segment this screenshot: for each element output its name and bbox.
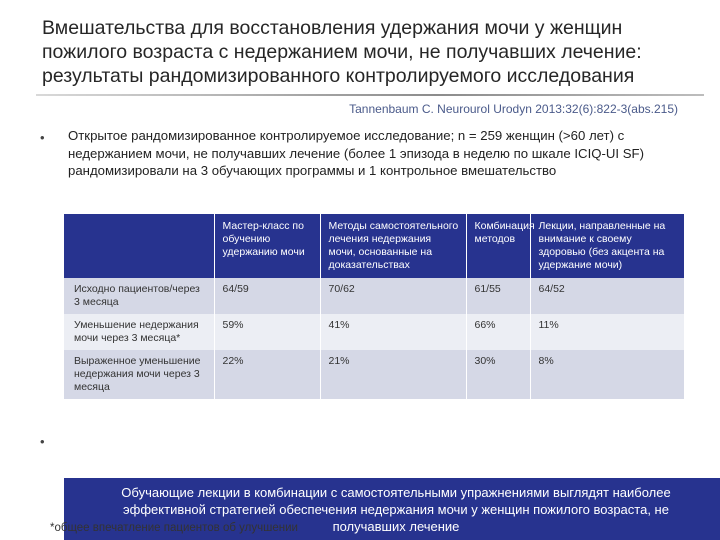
study-description: Открытое рандомизированное контролируемое исследование; n = 259 женщин (>60 лет) с недержанием мочи, не получавших лечение (более 1 эпизода в неделю по шкале ICIQ-UI SF) рандомизировали на 3 обучающих программы и 1 контрольное вмешательство — [68, 128, 644, 178]
row-label: Исходно пациентов/через 3 месяца — [64, 278, 214, 314]
table-cell: 61/55 — [466, 278, 530, 314]
table-cell: 22% — [214, 350, 320, 399]
table-cell: 11% — [530, 314, 684, 350]
table-row — [64, 278, 684, 314]
title-divider — [36, 94, 704, 96]
row-label: Выраженное уменьшение недержания мочи через 3 месяца — [64, 350, 214, 399]
table-cell: 66% — [466, 314, 530, 350]
column-header-lectures: Лекции, направленные на внимание к своему здоровью (без акцента на удержание мочи) — [530, 214, 684, 278]
table-cell: 59% — [214, 314, 320, 350]
table-cell: 41% — [320, 314, 466, 350]
table-cell: 70/62 — [320, 278, 466, 314]
table-cell: 64/52 — [530, 278, 684, 314]
column-header-combination: Комбинация методов — [466, 214, 530, 278]
table-row — [64, 350, 684, 399]
row-label: Уменьшение недержания мочи через 3 месяца* — [64, 314, 214, 350]
table-cell: 21% — [320, 350, 466, 399]
footnote: *общее впечатление пациентов об улучшении — [50, 522, 298, 534]
column-header-workshop: Мастер-класс по обучению удержанию мочи — [214, 214, 320, 278]
citation: Tannenbaum C. Neurourol Urodyn 2013:32(6):822-3(abs.215) — [349, 102, 678, 116]
table-corner-cell — [64, 214, 214, 278]
table-cell: 30% — [466, 350, 530, 399]
table-row — [64, 314, 684, 350]
slide-title: Вмешательства для восстановления удержания мочи у женщин пожилого возраста с недержанием мочи, не получавших лечение: результаты рандомизированного контролируемого исследования — [42, 17, 642, 87]
bullet-marker: • — [40, 130, 45, 145]
conclusion-text: Обучающие лекции в комбинации с самостоятельными упражнениями выглядят наиболее эффективной стратегией обеспечения недержания мочи у женщин пожилого возраста, не получавших лечение — [121, 485, 671, 534]
table-cell: 8% — [530, 350, 684, 399]
results-table — [64, 214, 685, 399]
table-cell: 64/59 — [214, 278, 320, 314]
table-header-row — [64, 214, 684, 278]
bullet-marker: • — [40, 434, 45, 449]
column-header-self-management: Методы самостоятельного лечения недержания мочи, основанные на доказательствах — [320, 214, 466, 278]
